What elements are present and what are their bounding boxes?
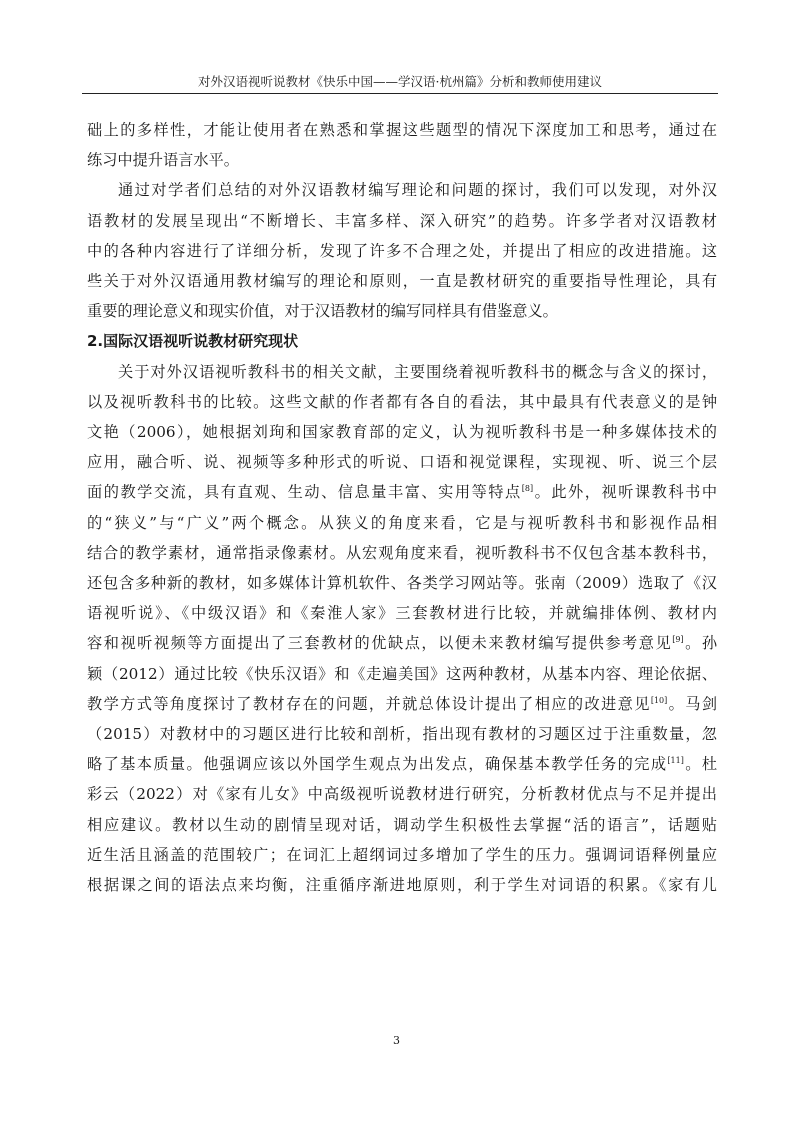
paragraph	[87, 175, 717, 326]
text-run: 语视听说》、《中级汉语》和《秦淮人家》三套教材进行比较，并就编排体例、教材内	[87, 604, 717, 623]
text-line	[87, 568, 717, 598]
text-line	[87, 357, 717, 387]
text-line	[87, 598, 717, 628]
text-line	[87, 779, 717, 809]
text-run: 还包含多种新的教材，如多媒体计算机软件、各类学习网站等。张南（2009）选取了《汉	[87, 574, 717, 593]
text-run: 文艳（2006），她根据刘珣和国家教育部的定义，认为视听教科书是一种多媒体技术的	[87, 423, 717, 442]
citation-marker: [11]	[667, 756, 684, 766]
text-run: 应用，融合听、说、视频等多种形式的听说、口语和视觉课程，实现视、听、说三个层	[87, 453, 717, 472]
text-line: 语教材的发展呈现出“不断增长、丰富多样、深入研究”的趋势。许多学者对汉语教材	[87, 211, 717, 230]
section-heading: 2.国际汉语视听说教材研究现状	[87, 332, 299, 351]
text-line	[87, 628, 717, 658]
text-line	[87, 387, 717, 417]
text-line: 重要的理论意义和现实价值，对于汉语教材的编写同样具有借鉴意义。	[87, 302, 558, 321]
citation-marker: [10]	[650, 695, 668, 705]
text-line	[87, 719, 717, 749]
running-header: 对外汉语视听说教材《快乐中国——学汉语·杭州篇》分析和教师使用建议	[198, 74, 602, 89]
text-run: 以及视听教科书的比较。这些文献的作者都有各自的看法，其中最具有代表意义的是钟	[87, 392, 717, 411]
text-line	[87, 447, 717, 477]
text-line	[87, 508, 717, 538]
body-text	[87, 115, 717, 900]
text-line: 通过对学者们总结的对外汉语教材编写理论和问题的探讨，我们可以发现，对外汉	[118, 181, 717, 200]
text-run: 相应建议。教材以生动的剧情呈现对话，调动学生积极性去掌握“活的语言”，话题贴	[87, 815, 717, 834]
paragraph	[87, 115, 717, 175]
text-run: 根据课之间的语法点来均衡，注重循序渐进地原则，利于学生对词语的积累。《家有儿	[87, 876, 717, 895]
text-line	[87, 689, 717, 719]
citation-marker: [8]	[521, 484, 534, 494]
page-number: 3	[393, 1034, 400, 1047]
text-run: 颖（2012）通过比较《快乐汉语》和《走遍美国》这两种教材，从基本内容、理论依据、	[87, 664, 717, 683]
text-line	[87, 840, 717, 870]
text-run: 近生活且涵盖的范围较广；在词汇上超纲词过多增加了学生的压力。强调词语释例量应	[87, 845, 717, 864]
text-run: 容和视听视频等方面提出了三套教材的优缺点，以便未来教材编写提供参考意见	[87, 634, 673, 653]
text-line: 础上的多样性，才能让使用者在熟悉和掌握这些题型的情况下深度加工和思考，通过在	[87, 121, 717, 139]
text-run: 结合的教学素材，通常指录像素材。从宏观角度来看，视听教科书不仅包含基本教科书，	[87, 543, 717, 562]
text-line	[87, 417, 717, 447]
text-line: 些关于对外汉语通用教材编写的理论和原则，一直是教材研究的重要指导性理论，具有	[87, 272, 717, 291]
text-run: 略了基本质量。他强调应该以外国学生观点为出发点，确保基本教学任务的完成	[87, 755, 668, 774]
text-run: 。杜	[683, 755, 717, 774]
text-run: （2015）对教材中的习题区进行比较和剖析，指出现有教材的习题区过于注重数量，忽	[87, 725, 717, 744]
text-run: 彩云（2022）对《家有儿女》中高级视听说教材进行研究，分析教材优点与不足并提出	[87, 785, 717, 804]
text-run: 。此外，视听课教科书中	[533, 483, 717, 502]
text-line	[87, 870, 717, 900]
paragraph	[87, 357, 717, 901]
text-run: 关于对外汉语视听教科书的相关文献，主要围绕着视听教科书的概念与含义的探讨，	[118, 362, 717, 381]
text-run: 。马剑	[667, 694, 717, 713]
header-rule	[82, 93, 718, 94]
text-run: 的“狭义”与“广义”两个概念。从狭义的角度来看，它是与视听教科书和影视作品相	[87, 513, 717, 532]
text-line	[87, 659, 717, 689]
text-run: 教学方式等角度探讨了教材存在的问题，并就总体设计提出了相应的改进意见	[87, 694, 651, 713]
text-run: 面的教学交流，具有直观、生动、信息量丰富、实用等特点	[87, 483, 522, 502]
text-line	[87, 749, 717, 779]
text-line: 中的各种内容进行了详细分析，发现了许多不合理之处，并提出了相应的改进措施。这	[87, 241, 717, 260]
text-line: 练习中提升语言水平。	[87, 151, 239, 170]
citation-marker: [9]	[672, 635, 684, 645]
text-line	[87, 810, 717, 840]
text-line	[87, 477, 717, 507]
text-line	[87, 538, 717, 568]
text-run: 。孙	[683, 634, 717, 653]
